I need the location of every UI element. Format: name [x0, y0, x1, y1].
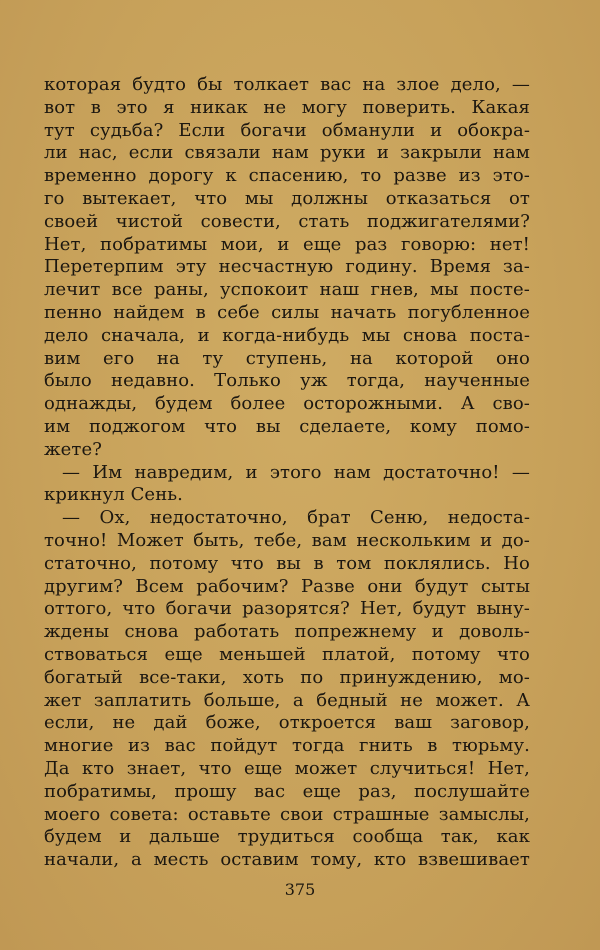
page-number: 375 — [284, 880, 316, 899]
text-line: Перетерпим эту несчастную годину. Время за- — [44, 256, 530, 278]
text-line: Да кто знает, что еще может случиться! Нет, — [44, 757, 530, 779]
text-line: им поджогом что вы сделаете, кому помо- — [44, 415, 530, 437]
text-line: которая будто бы толкает вас на злое дело, — — [44, 74, 530, 95]
text-line: временно дорогу к спасению, то разве из это- — [44, 165, 530, 187]
text-line: ли нас, если связали нам руки и закрыли нам — [44, 142, 530, 164]
text-line: жет заплатить больше, а бедный не может. А — [44, 689, 530, 711]
text-line: если, не дай боже, откроется ваш заговор, — [44, 712, 530, 734]
text-line: богатый все-таки, хоть по принуждению, мо- — [44, 666, 530, 688]
text-line: го вытекает, что мы должны отказаться от — [44, 187, 530, 209]
text-line: оттого, что богачи разорятся? Нет, будут выну- — [44, 598, 530, 620]
text-line: ствоваться еще меньшей платой, потому что — [44, 643, 530, 665]
text-line: своей чистой совести, стать поджигателями? — [44, 210, 530, 232]
text-line: пенно найдем в себе силы начать погубленное — [44, 301, 530, 323]
text-line: будем и дальше трудиться сообща так, как — [44, 826, 530, 848]
text-line: однажды, будем более осторожными. А сво- — [44, 393, 530, 415]
text-line: жете? — [44, 438, 102, 460]
text-line: — Им навредим, и этого нам достаточно! — — [62, 461, 530, 483]
text-line: было недавно. Только уж тогда, наученные — [44, 370, 530, 392]
text-line: начали, а месть оставим тому, кто взвешивает — [44, 849, 530, 871]
text-line: — Ох, недостаточно, брат Сеню, недоста- — [62, 507, 530, 529]
text-line: дело сначала, и когда-нибудь мы снова поста- — [44, 324, 530, 346]
text-line: многие из вас пойдут тогда гнить в тюрьму. — [44, 735, 530, 757]
text-line: побратимы, прошу вас еще раз, послушайте — [44, 780, 530, 802]
text-line: другим? Всем рабочим? Разве они будут сыты — [44, 575, 530, 597]
text-line: тут судьба? Если богачи обманули и обокра- — [44, 119, 530, 141]
text-line: крикнул Сень. — [44, 484, 184, 506]
text-line: моего совета: оставьте свои страшные замыслы, — [44, 803, 530, 825]
text-line: вот в это я никак не могу поверить. Какая — [44, 96, 530, 118]
text-line: статочно, потому что вы в том поклялись. Но — [44, 552, 530, 574]
text-line: точно! Может быть, тебе, вам нескольким и до- — [44, 529, 530, 551]
text-line: вим его на ту ступень, на которой оно — [44, 347, 530, 369]
body-text — [44, 74, 530, 872]
text-line: ждены снова работать попрежнему и доволь- — [44, 621, 530, 643]
text-line: лечит все раны, успокоит наш гнев, мы посте- — [44, 279, 530, 301]
text-line: Нет, побратимы мои, и еще раз говорю: нет! — [44, 233, 530, 255]
